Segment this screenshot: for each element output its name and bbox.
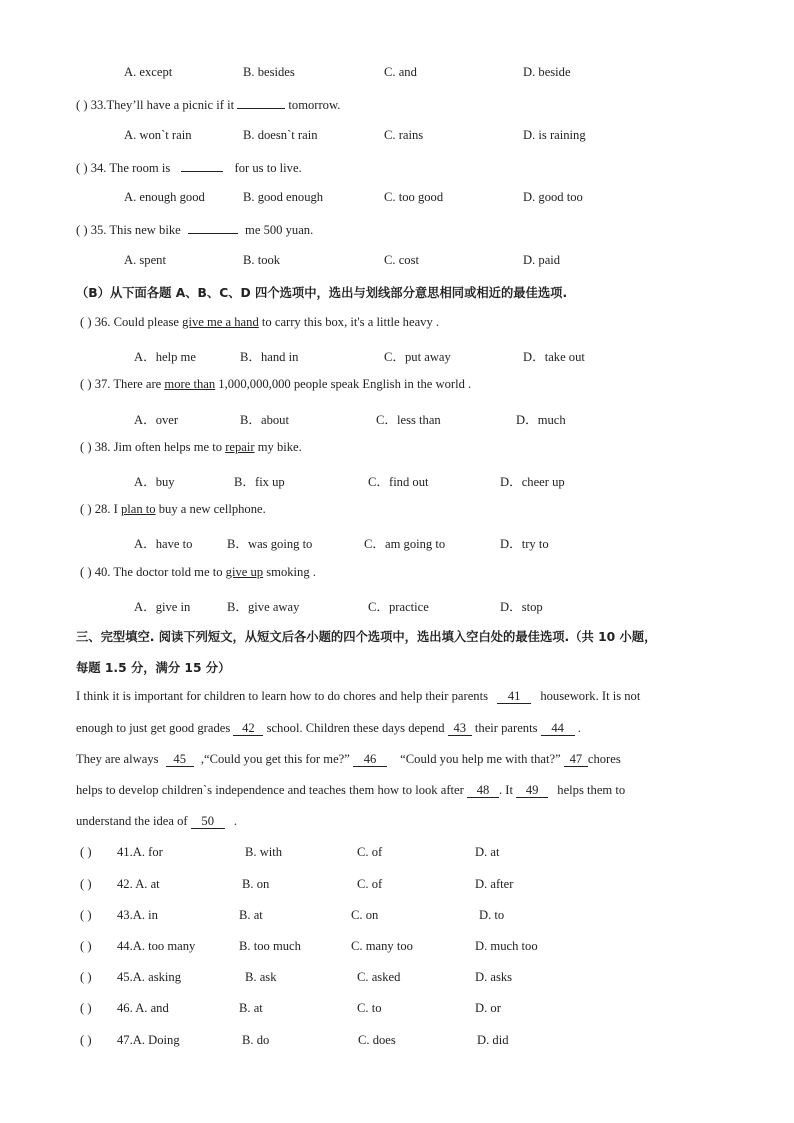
q39-option-b: B．was going to	[227, 537, 313, 551]
q36-option-c: C．put away	[384, 350, 451, 364]
question-text-end: buy a new cellphone.	[158, 502, 266, 516]
q34-option-d: D. good too	[523, 190, 583, 204]
question-34	[76, 159, 302, 176]
section-b-heading: （B）从下面各题 A、B、C、D 四个选项中，选出与划线部分意思相同或相近的最佳选项.	[76, 286, 568, 300]
option-a: 46. A. and	[117, 1001, 169, 1015]
option-a: 44.A. too many	[117, 939, 196, 953]
question-text-end: for us to live.	[234, 161, 302, 175]
q35-option-d: D. paid	[523, 253, 561, 267]
q32-option-a: A. except	[124, 65, 173, 79]
passage-text: their parents	[474, 721, 538, 735]
q33-option-b: B. doesn`t rain	[243, 128, 318, 142]
q38-option-a: A．buy	[134, 475, 175, 489]
option-d: D. to	[479, 908, 505, 922]
passage-line-4	[76, 783, 625, 798]
question-39	[80, 502, 266, 517]
blank-45: 45	[166, 753, 194, 767]
question-text: 34. The room is	[90, 161, 171, 175]
passage-text: helps to develop children`s independence and teaches them how to look after	[76, 783, 464, 797]
question-text-end: tomorrow.	[288, 98, 341, 112]
q34-option-a: A. enough good	[124, 190, 205, 204]
q37-option-d: D．much	[516, 413, 566, 427]
passage-text: understand the idea of	[76, 814, 188, 828]
question-text-end: smoking .	[266, 565, 316, 579]
answer-paren: ( )	[80, 377, 92, 391]
answer-paren: ( )	[80, 440, 92, 454]
blank-46: 46	[353, 753, 387, 767]
question-text: 28. I	[94, 502, 118, 516]
option-b: B. ask	[245, 970, 277, 984]
answer-paren: ( )	[80, 502, 92, 516]
answer-blank	[237, 96, 285, 109]
passage-line-3	[76, 752, 621, 767]
q39-option-a: A．have to	[134, 537, 193, 551]
answer-paren: ( )	[80, 877, 92, 891]
answer-paren: ( )	[80, 315, 92, 329]
answer-paren: ( )	[80, 970, 92, 984]
option-d: D. did	[477, 1033, 509, 1047]
passage-text: chores	[587, 752, 621, 766]
passage-text: “Could you help me with that?”	[400, 752, 561, 766]
q38-option-d: D．cheer up	[500, 475, 565, 489]
question-text-end: my bike.	[257, 440, 302, 454]
q39-option-c: C．am going to	[364, 537, 446, 551]
answer-paren: ( )	[80, 1001, 92, 1015]
question-text-end: me 500 yuan.	[245, 223, 314, 237]
section-3-heading: 三、完型填空. 阅读下列短文，从短文后各小题的四个选项中，选出填入空白处的最佳选项.（共 10 小题，	[76, 630, 657, 644]
passage-text: helps them to	[557, 783, 626, 797]
question-38	[80, 440, 302, 455]
q37-option-a: A．over	[134, 413, 179, 427]
answer-paren: ( )	[80, 1033, 92, 1047]
passage-text: I think it is important for children to learn how to do chores and help their parents	[76, 689, 488, 703]
option-c: C. on	[351, 908, 379, 922]
option-c: C. asked	[357, 970, 401, 984]
option-a: 45.A. asking	[117, 970, 182, 984]
question-37	[80, 377, 471, 392]
question-35	[76, 221, 313, 238]
blank-50: 50	[191, 815, 225, 829]
q36-option-b: B．hand in	[240, 350, 299, 364]
q40-option-c: C．practice	[368, 600, 429, 614]
blank-49: 49	[516, 784, 548, 798]
question-text: 37. There are	[94, 377, 162, 391]
option-d: D. or	[475, 1001, 501, 1015]
q32-option-c: C. and	[384, 65, 417, 79]
passage-text: housework. It is not	[540, 689, 641, 703]
option-b: B. on	[242, 877, 270, 891]
q34-option-c: C. too good	[384, 190, 444, 204]
option-c: C. does	[358, 1033, 396, 1047]
answer-paren: ( )	[80, 845, 92, 859]
option-c: C. of	[357, 877, 383, 891]
answer-paren: ( )	[76, 223, 88, 237]
option-d: D. much too	[475, 939, 538, 953]
answer-blank	[181, 159, 223, 172]
q40-option-b: B．give away	[227, 600, 300, 614]
option-b: B. too much	[239, 939, 301, 953]
blank-43: 43	[448, 722, 472, 736]
underlined-phrase: more than	[164, 377, 216, 391]
q35-option-a: A. spent	[124, 253, 166, 267]
question-text: 35. This new bike	[90, 223, 181, 237]
q34-option-b: B. good enough	[243, 190, 324, 204]
underlined-phrase: give up	[225, 565, 264, 579]
option-b: B. with	[245, 845, 283, 859]
answer-paren: ( )	[76, 161, 88, 175]
question-text: 40. The doctor told me to	[94, 565, 223, 579]
underlined-phrase: give me a hand	[182, 315, 259, 329]
q37-option-c: C．less than	[376, 413, 441, 427]
q33-option-d: D. is raining	[523, 128, 586, 142]
q35-option-c: C. cost	[384, 253, 419, 267]
q40-option-a: A．give in	[134, 600, 191, 614]
option-c: C. many too	[351, 939, 413, 953]
passage-text: They are always	[76, 752, 159, 766]
blank-47: 47	[564, 753, 588, 767]
question-text: 38. Jim often helps me to	[94, 440, 223, 454]
question-text-end: to carry this box, it's a little heavy .	[261, 315, 440, 329]
question-40	[80, 565, 316, 580]
passage-text: school. Children these days depend	[266, 721, 445, 735]
question-text-end: 1,000,000,000 people speak English in the world .	[218, 377, 472, 391]
option-d: D. at	[475, 845, 500, 859]
q36-option-d: D．take out	[523, 350, 585, 364]
q38-option-c: C．find out	[368, 475, 429, 489]
q39-option-d: D．try to	[500, 537, 549, 551]
blank-41: 41	[497, 690, 531, 704]
answer-paren: ( )	[80, 565, 92, 579]
q37-option-b: B．about	[240, 413, 289, 427]
passage-text: . It	[498, 783, 513, 797]
underlined-phrase: repair	[225, 440, 255, 454]
answer-paren: ( )	[76, 98, 88, 112]
q35-option-b: B. took	[243, 253, 281, 267]
section-3-heading-cont: 每题 1.5 分，满分 15 分）	[76, 661, 231, 675]
question-text: 36. Could please	[94, 315, 179, 329]
passage-text: .	[577, 721, 581, 735]
passage-text: ,“Could you get this for me?”	[200, 752, 350, 766]
option-a: 47.A. Doing	[117, 1033, 180, 1047]
answer-blank	[188, 221, 238, 234]
q32-option-b: B. besides	[243, 65, 295, 79]
q40-option-d: D．stop	[500, 600, 543, 614]
q33-option-a: A. won`t rain	[124, 128, 192, 142]
q36-option-a: A．help me	[134, 350, 196, 364]
option-b: B. at	[239, 1001, 263, 1015]
passage-text: enough to just get good grades	[76, 721, 231, 735]
passage-line-2	[76, 721, 581, 736]
option-a: 42. A. at	[117, 877, 160, 891]
q33-option-c: C. rains	[384, 128, 424, 142]
passage-line-1	[76, 689, 640, 704]
blank-44: 44	[541, 722, 575, 736]
q38-option-b: B．fix up	[234, 475, 285, 489]
question-text: 33.They’ll have a picnic if it	[90, 98, 235, 112]
q32-option-d: D. beside	[523, 65, 571, 79]
option-a: 43.A. in	[117, 908, 158, 922]
passage-text: .	[233, 814, 238, 828]
option-c: C. of	[357, 845, 383, 859]
answer-paren: ( )	[80, 939, 92, 953]
blank-48: 48	[467, 784, 499, 798]
option-d: D. after	[475, 877, 514, 891]
option-c: C. to	[357, 1001, 382, 1015]
question-36	[80, 315, 439, 330]
answer-paren: ( )	[80, 908, 92, 922]
option-d: D. asks	[475, 970, 513, 984]
option-b: B. do	[242, 1033, 270, 1047]
option-b: B. at	[239, 908, 263, 922]
blank-42: 42	[233, 722, 263, 736]
underlined-phrase: plan to	[120, 502, 156, 516]
question-33	[76, 96, 340, 113]
passage-line-5	[76, 814, 237, 829]
option-a: 41.A. for	[117, 845, 163, 859]
